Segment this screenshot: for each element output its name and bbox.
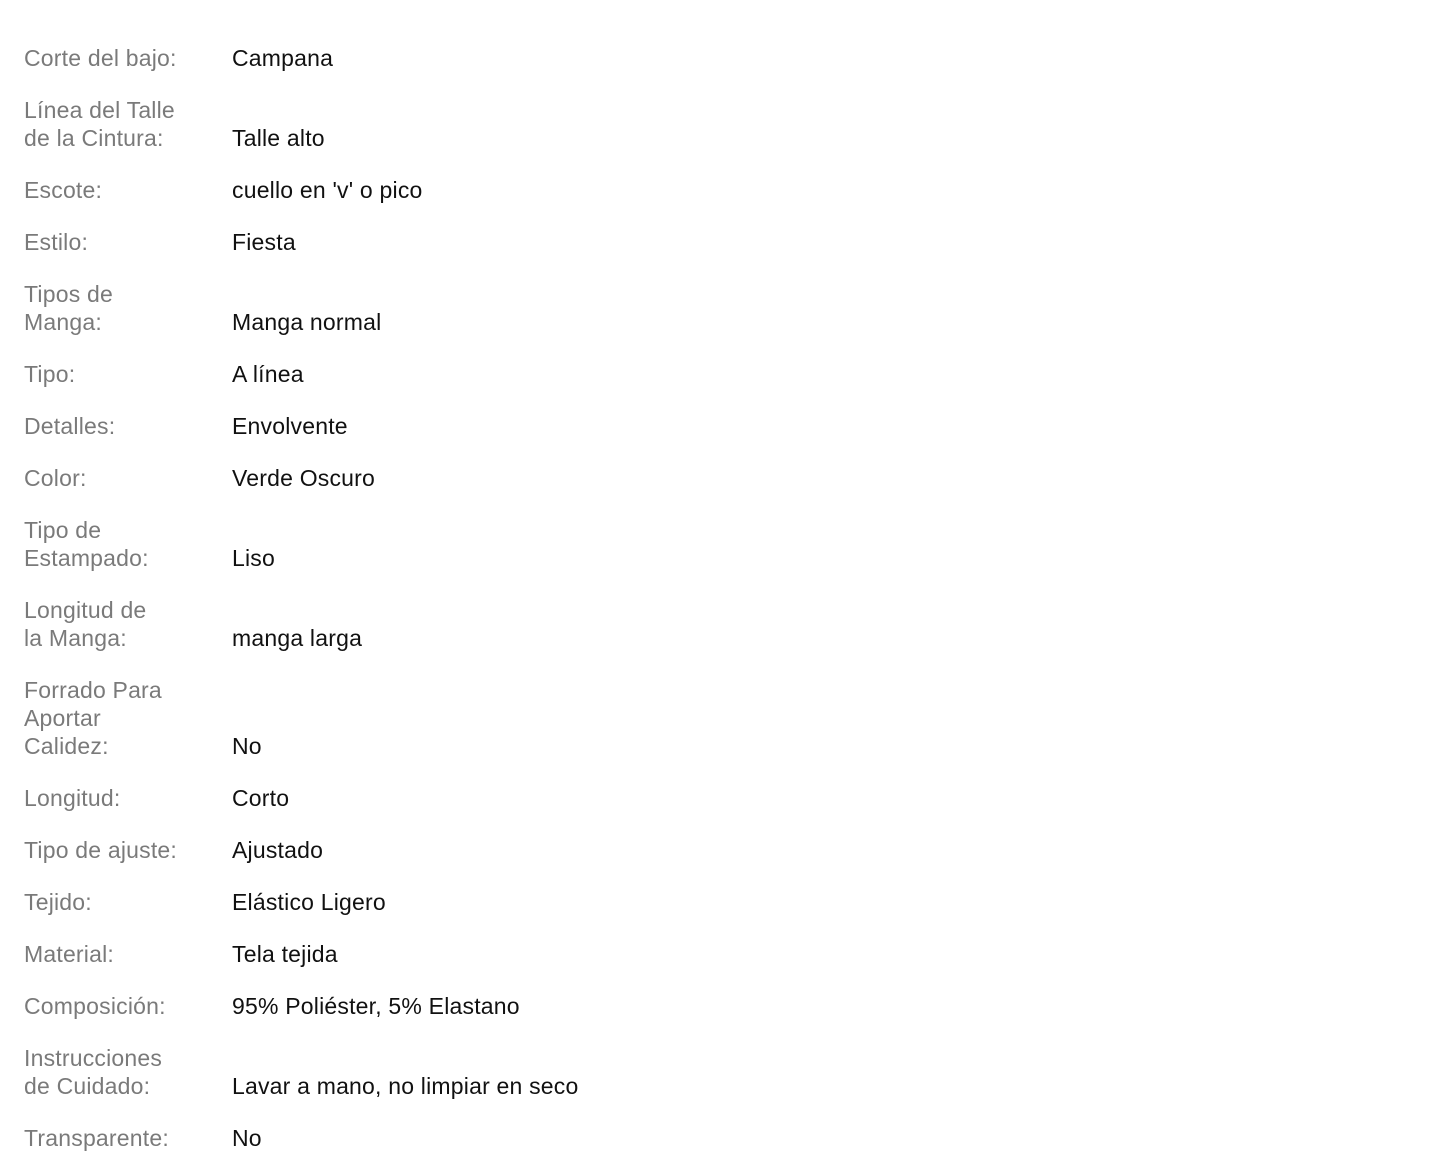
spec-label-line: de Cuidado: (24, 1073, 151, 1099)
spec-value: Fiesta (232, 229, 296, 255)
spec-row (24, 360, 1445, 388)
spec-row (24, 176, 1445, 204)
spec-label (24, 992, 232, 1020)
spec-label-line: de la Cintura: (24, 125, 164, 151)
spec-label-line: Tipo de (24, 517, 102, 543)
spec-label-line: Estilo: (24, 229, 89, 255)
spec-row (24, 228, 1445, 256)
spec-label-line: Escote: (24, 177, 103, 203)
spec-label (24, 836, 232, 864)
spec-value: Liso (232, 545, 275, 571)
spec-value: No (232, 733, 262, 759)
spec-label (24, 596, 232, 652)
spec-label-line: Tejido: (24, 889, 92, 915)
spec-row (24, 280, 1445, 336)
spec-row (24, 888, 1445, 916)
spec-value: Tela tejida (232, 941, 338, 967)
spec-label-line: Tipo de ajuste: (24, 837, 178, 863)
spec-row (24, 676, 1445, 760)
spec-label (24, 44, 232, 72)
spec-value: Verde Oscuro (232, 465, 376, 491)
spec-label-line: Corte del bajo: (24, 45, 177, 71)
spec-value: Corto (232, 785, 290, 811)
spec-value: Lavar a mano, no limpiar en seco (232, 1073, 579, 1099)
spec-label-line: Manga: (24, 309, 102, 335)
spec-label-line: Instrucciones (24, 1045, 163, 1071)
spec-label-line: Forrado Para (24, 677, 162, 703)
spec-row (24, 44, 1445, 72)
spec-label (24, 784, 232, 812)
spec-value: cuello en 'v' o pico (232, 177, 423, 203)
spec-row (24, 96, 1445, 152)
spec-row (24, 1044, 1445, 1100)
spec-label-line: Aportar (24, 705, 101, 731)
spec-label-line: la Manga: (24, 625, 127, 651)
spec-label (24, 888, 232, 916)
spec-label (24, 176, 232, 204)
spec-label (24, 676, 232, 760)
spec-label (24, 96, 232, 152)
spec-label (24, 464, 232, 492)
spec-label-line: Composición: (24, 993, 166, 1019)
spec-label (24, 940, 232, 968)
spec-label-line: Color: (24, 465, 87, 491)
spec-value: A línea (232, 361, 304, 387)
spec-label (24, 280, 232, 336)
spec-label-line: Tipos de (24, 281, 113, 307)
spec-value: Talle alto (232, 125, 325, 151)
spec-value: Manga normal (232, 309, 382, 335)
spec-label-line: Línea del Talle (24, 97, 175, 123)
spec-value: Campana (232, 45, 334, 71)
spec-value: 95% Poliéster, 5% Elastano (232, 993, 520, 1019)
spec-label-line: Transparente: (24, 1125, 169, 1151)
spec-label (24, 360, 232, 388)
spec-label (24, 1124, 232, 1152)
spec-label-line: Longitud: (24, 785, 121, 811)
spec-row (24, 596, 1445, 652)
spec-label (24, 516, 232, 572)
spec-value: Envolvente (232, 413, 348, 439)
spec-row (24, 784, 1445, 812)
spec-row (24, 940, 1445, 968)
spec-label (24, 1044, 232, 1100)
spec-row (24, 516, 1445, 572)
spec-value: Ajustado (232, 837, 324, 863)
spec-value: manga larga (232, 625, 363, 651)
spec-label (24, 228, 232, 256)
spec-label-line: Tipo: (24, 361, 76, 387)
spec-value: No (232, 1125, 262, 1151)
spec-label-line: Detalles: (24, 413, 116, 439)
spec-label-line: Estampado: (24, 545, 149, 571)
spec-row (24, 464, 1445, 492)
spec-row (24, 836, 1445, 864)
spec-value: Elástico Ligero (232, 889, 386, 915)
spec-label (24, 412, 232, 440)
spec-row (24, 1124, 1445, 1152)
spec-row (24, 992, 1445, 1020)
spec-label-line: Longitud de (24, 597, 147, 623)
spec-label-line: Calidez: (24, 733, 109, 759)
spec-label-line: Material: (24, 941, 114, 967)
spec-row (24, 412, 1445, 440)
